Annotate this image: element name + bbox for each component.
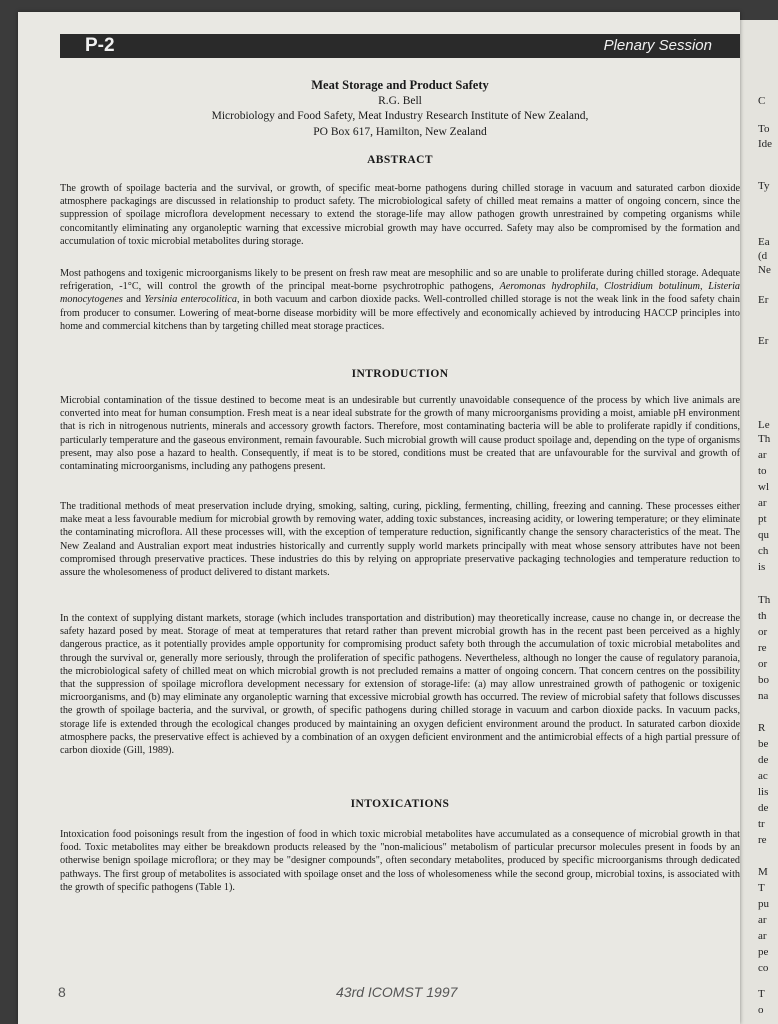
- edge-text: Ea: [758, 236, 770, 248]
- session-label: Plenary Session: [603, 37, 712, 54]
- edge-text: Ty: [758, 180, 770, 192]
- edge-text: pu: [758, 898, 769, 910]
- abstract-paragraph: [60, 267, 740, 333]
- edge-text: To: [758, 123, 770, 135]
- edge-text: wl: [758, 481, 769, 493]
- edge-text: T: [758, 882, 765, 894]
- edge-text: co: [758, 962, 769, 974]
- session-header-bar: [60, 34, 740, 58]
- edge-text: ac: [758, 770, 768, 782]
- edge-text: Ide: [758, 138, 773, 150]
- introduction-heading: INTRODUCTION: [351, 368, 449, 380]
- edge-text: pe: [758, 946, 769, 958]
- edge-text: th: [758, 610, 767, 622]
- intoxications-paragraph: Intoxication food poisonings result from the ingestion of food in which toxic microbial metabolites have accumulated as a consequence of microbial growth in that food. Toxic metabolites may either be breakdown products released by the "non-malicious" metabolism of particular precursor molecules present in foods by an otherwise benign spoilage microflora; or they may be "designer compounds", often secondary metabolites, produced by specific microorganisms through dedicated pathways. The first group of metabolites is associated with spoilage onset and the loss of wholesomeness while the second group, microbial toxins, is associated with the growth of specific pathogens (Table 1).: [60, 829, 740, 893]
- edge-text: is: [758, 561, 766, 573]
- author-address: PO Box 617, Hamilton, New Zealand: [313, 125, 487, 138]
- edge-text: de: [758, 802, 769, 814]
- edge-text: or: [758, 658, 768, 670]
- edge-text: Ne: [758, 264, 771, 276]
- edge-text: qu: [758, 529, 769, 541]
- edge-text: o: [758, 1004, 764, 1016]
- edge-text: ar: [758, 930, 767, 942]
- text-run: and: [122, 294, 145, 306]
- edge-text: ar: [758, 914, 767, 926]
- edge-text: (d: [758, 250, 768, 262]
- edge-text: Er: [758, 335, 769, 347]
- introduction-paragraph: The traditional methods of meat preservation include drying, smoking, salting, curing, pickling, fermenting, chilling, freezing and canning. These processes either make meat a less favourable medium for microbial growth by removing water, adding toxic substances, increasing acidity, or lowering temperature; or they eliminate the contaminating microflora. All these processes will, with the exception of temperature reduction, significantly change the sensory characteristics of the meat. The New Zealand and Australian export meat industries historically and currently supply world markets principally with meat whose sensory attributes have not been compromised through preservative practices. These industries do this by relying on appropriate preservative packaging technologies and temperature reduction to assure the wholesomeness of product delivered to distant markets.: [60, 501, 740, 579]
- edge-text: bo: [758, 674, 769, 686]
- organism-name: Yersinia enterocolitica: [144, 294, 237, 306]
- introduction-paragraph: Microbial contamination of the tissue destined to become meat is an undesirable but currently unavoidable consequence of the process by which live animals are converted into meat for human consumption. Fresh meat is a near ideal substrate for the growth of many microorganisms providing a moist, amiable pH environment that is rich in nitrogenous nutrients, minerals and accessory growth factors. Therefore, most contaminating bacteria will be able to proliferate rapidly if conditions, particularly temperature and the gaseous environment, remain favourable. Such microbial growth will cause product spoilage and, depending on the type of organisms present, may also pose a hazard to health. Consequently, if meat is to be stored, conditions must be created that are unfavourable for the survival and growth of contaminating microorganisms, including any pathogens present.: [60, 395, 740, 473]
- adjacent-page-edge: [738, 20, 778, 1024]
- edge-text: re: [758, 642, 767, 654]
- edge-text: M: [758, 866, 768, 878]
- edge-text: tr: [758, 818, 765, 830]
- edge-text: Le: [758, 419, 770, 431]
- paper-code: P-2: [85, 35, 115, 56]
- text-run: Most pathogens and toxigenic microorganisms likely to be present on fresh raw meat are mesophilic and so are unable to proliferate during chilled storage. Adequate refrigeration, -1°C, will control the growth of the principal meat-borne psychrotrophic pathogens,: [60, 268, 740, 293]
- edge-text: ch: [758, 545, 769, 557]
- author-affiliation: Microbiology and Food Safety, Meat Industry Research Institute of New Zealand,: [211, 110, 589, 122]
- conference-footer: 43rd ICOMST 1997: [336, 984, 458, 1000]
- edge-text: lis: [758, 786, 769, 798]
- edge-text: to: [758, 465, 767, 477]
- edge-text: be: [758, 738, 769, 750]
- edge-text: Th: [758, 433, 771, 445]
- edge-text: re: [758, 834, 767, 846]
- page-number: 8: [58, 984, 66, 1000]
- introduction-paragraph: In the context of supplying distant markets, storage (which includes transportation and distribution) may theoretically increase, cause no change in, or decrease the safety hazard posed by meat. Storage of meat at temperatures that retard rather than prevent microbial growth has in the recent past been perceived as a highly dangerous practice, as it potentially provides ample opportunity for compromising product safety both through the accumulation of toxic microbial metabolites and through the survival or, generally more seriously, through the proliferation of specific pathogens. Nevertheless, although no longer the cause of regulatory paranoia, the microbiological safety of chilled meat on which microbial growth is not precluded remains a matter of ongoing concern. That concern centres on the possibility that the suppression of spoilage microflora development necessary for extension of storage-life: (a) may allow unrestrained growth of pathogenic or toxigenic microorganisms, and (b) may eliminate any organoleptic warning that excessive microbial growth has occurred. The review of microbial safety that follows discusses the growth of spoilage bacteria, and the survival, or growth, of specific pathogens during chilled storage in vacuum and carbon dioxide packs. In vacuum packs, storage life is extended through the ecological changes produced by maintaining an oxygen deficient environment around the product. In saturated carbon dioxide atmosphere packs, the preservative effect is achieved by a combination of an oxygen deficient environment and the antimicrobial effects of a high partial pressure of carbon dioxide (Gill, 1989).: [60, 613, 740, 757]
- text-run: , in both vacuum and carbon dioxide packs. Well-controlled chilled storage is not the weak link in the food safety chain from producer to consumer. Lowering of meat-borne disease morbidity will be more effectively and economically achieved by introducing HACCP principles into home and commercial kitchens than by targeting chilled meat storage practices.: [60, 294, 740, 332]
- edge-text: R: [758, 722, 766, 734]
- author-name: R.G. Bell: [378, 94, 422, 107]
- edge-text: Th: [758, 594, 771, 606]
- title-block: [60, 78, 740, 140]
- abstract-paragraph: The growth of spoilage bacteria and the survival, or growth, of specific meat-borne pathogens during chilled storage in vacuum and saturated carbon dioxide atmosphere packagings are discussed in relationship to product safety. The microbiological safety of chilled meat remains a matter of ongoing concern, since the suppression of spoilage microflora development necessary to extend the storage-life may allow pathogen growth unrestrained by competing organisms while concomitantly eliminating any organoleptic warning that excessive microbial growth may have occurred. Safety may also be compromised by the formation and accumulation of toxic microbial metabolites during storage.: [60, 183, 740, 247]
- edge-text: pt: [758, 513, 767, 525]
- edge-text: na: [758, 690, 769, 702]
- edge-text: ar: [758, 497, 767, 509]
- paper-title: Meat Storage and Product Safety: [311, 78, 489, 92]
- edge-text: de: [758, 754, 769, 766]
- intoxications-heading: INTOXICATIONS: [350, 798, 450, 810]
- abstract-heading: ABSTRACT: [367, 154, 433, 166]
- edge-text: T: [758, 988, 765, 1000]
- journal-page: [18, 12, 740, 1024]
- edge-text: or: [758, 626, 768, 638]
- edge-text: Er: [758, 294, 769, 306]
- organism-names: Aeromonas hydrophila, Clostridium botulinum, Listeria monocytogenes: [60, 281, 741, 306]
- edge-text: C: [758, 95, 766, 107]
- edge-text: ar: [758, 449, 767, 461]
